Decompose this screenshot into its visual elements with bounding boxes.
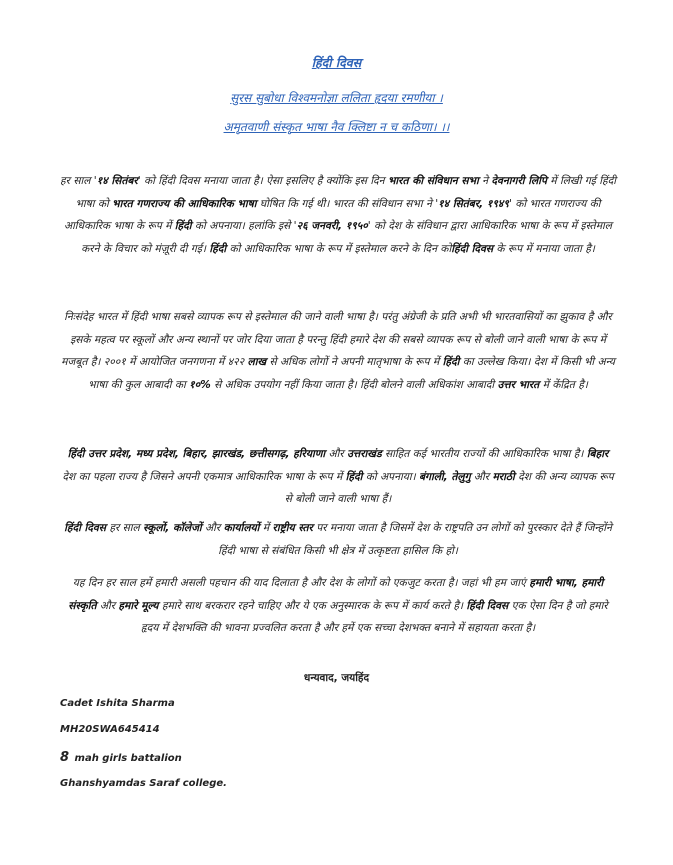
text-run: और — [325, 448, 348, 460]
battalion-text: mah girls battalion — [71, 753, 182, 764]
bold-text: हिंदी — [209, 242, 227, 255]
bold-text: राष्ट्रीय स्तर — [272, 522, 313, 534]
bold-text: २६ जनवरी, १९५० — [296, 220, 368, 233]
text-run: से अधिक उपयोग नहीं किया जाता है। हिंदी बोलने वाली अधिकांश आबादी — [210, 378, 498, 391]
text-run: निःसंदेह भारत में हिंदी भाषा सबसे व्यापक रूप से इस्तेमाल की जाने वाली भाषा है। परंतु अंग्रेजी के प्रति अभी भी भारतवासियों का झुकाव है और इसके महत्व पर स्कूलों और अन्य स्थानों पर जोर दिया जाता है परन्तु हिंदी हमारे देश की सबसे व्यापक रूप से बोली जाने वाली भाषा के रूप में मजबूत है। २००१ में आयोजित जनगणना में ४२२ — [61, 311, 612, 369]
paragraph-celebration — [60, 517, 616, 562]
text-run: यह दिन हर साल हमें हमारी असली पहचान की याद दिलाता है और देश के लोगों को एकजुट करता है। जहां भी हम जाएं — [72, 577, 530, 589]
bold-text: हिंदी दिवस — [64, 522, 106, 534]
bold-text: हिंदी — [174, 220, 192, 233]
text-run: से अधिक लोगों ने अपनी मातृभाषा के रूप में — [266, 356, 443, 369]
bold-text: हिंदी दिवस — [451, 242, 494, 255]
signature-regimental-number: MH20SWA645414 — [60, 724, 160, 735]
bold-text: हिंदी — [345, 470, 363, 483]
bold-text: हिंदी दिवस — [466, 599, 509, 612]
text-run: और — [470, 470, 493, 483]
text-run: पर मनाया जाता है जिसमें देश के राष्ट्रपति उन लोगों को पुरस्कार देते हैं जिन्होंने हिंदी भाषा से संबंधित किसी भी क्षेत्र में उत्कृष्टता हासिल कि हो। — [218, 522, 612, 557]
text-run: में केंद्रित है। — [539, 378, 588, 391]
bold-text: हमारे मूल्य — [118, 599, 159, 612]
bold-text: हमारी भाषा, हमारी संस्कृति — [68, 577, 604, 612]
bold-text: उत्तर भारत — [497, 378, 540, 391]
text-run: देश का पहला राज्य है जिसने अपनी एकमात्र आधिकारिक भाषा के रूप में — [62, 470, 346, 483]
bold-text: १४ सितंबर — [96, 175, 138, 187]
bold-text: हिंदी — [442, 356, 460, 369]
bold-text: लाख — [247, 356, 267, 369]
signature-college: Ghanshyamdas Saraf college. — [60, 778, 227, 789]
text-run: में — [259, 522, 273, 534]
bold-text: देवनागरी लिपि — [491, 175, 547, 187]
text-run: के रूप में मनाया जाता है। — [493, 242, 595, 255]
bold-text: भारत गणराज्य की आधिकारिक भाषा — [112, 197, 257, 210]
document-title: हिंदी दिवस — [311, 55, 362, 70]
text-run: को अपनाया। हलांकि इसे ' — [191, 220, 297, 233]
text-run: को आधिकारिक भाषा के रूप में इस्तेमाल करने के दिन को — [226, 242, 452, 255]
battalion-number: 8 — [60, 750, 70, 765]
bold-text: बंगाली, तेलुगु — [418, 470, 471, 483]
text-run: और — [96, 599, 119, 612]
bold-text: भारत की संविधान सभा — [387, 175, 479, 187]
text-run: साहित कई भारतीय राज्यों की आधिकारिक भाषा है। — [381, 448, 587, 460]
paragraph-identity — [60, 572, 616, 640]
text-run: और — [201, 522, 224, 534]
text-run: ' को देश के संविधान द्वारा आधिकारिक भाषा के रूप में इस्तेमाल करने के विचार को मंज़ूरी दी गई। — [81, 220, 612, 255]
bold-text: कार्यालयों — [223, 522, 260, 534]
text-run: एक ऐसा दिन है जो हमारे हृदय में देशभक्ति की भावना प्रज्वलित करता है और हमें एक सच्चा देशभक्त बनाने में सहायता करता है। — [140, 599, 608, 635]
bold-text: १०% — [189, 378, 211, 391]
bold-text: हिंदी उत्तर प्रदेश, मध्य प्रदेश, बिहार, झारखंड, छत्तीसगढ़, हरियाणा — [67, 448, 326, 460]
text-run: ने — [478, 175, 492, 187]
bold-text: बिहार — [586, 448, 609, 460]
text-run: घोषित कि गई थी। भारत की संविधान सभा ने ' — [256, 197, 439, 210]
sanskrit-verse-line-2: अमृतवाणी संस्कृत भाषा नैव क्लिष्टा न च कठिणा। ।। — [223, 120, 450, 134]
text-run: को अपनाया। — [362, 470, 419, 483]
text-run: हर साल — [105, 522, 144, 534]
bold-text: उत्तराखंड — [347, 448, 382, 460]
signature-battalion — [60, 750, 182, 765]
text-run: ' को हिंदी दिवस मनाया जाता है। ऐसा इसलिए है क्योंकि इस दिन — [137, 175, 388, 187]
text-run: हमारे साथ बरकरार रहने चाहिए और ये एक अनुस्मारक के रूप में कार्य करते है। — [158, 599, 467, 612]
text-run: हर साल ' — [60, 175, 97, 187]
closing-line: धन्यवाद, जयहिंद — [303, 672, 370, 684]
paragraph-hindi-usage — [60, 306, 616, 396]
signature-name: Cadet Ishita Sharma — [60, 698, 175, 709]
text-run: देश की अन्य व्यापक रूप से बोली जाने वाली भाषा हैं। — [284, 470, 614, 506]
bold-text: १४ सितंबर, १९४९ — [438, 197, 509, 210]
bold-text: स्कूलों, कॉलेजों — [143, 522, 202, 534]
paragraph-hindi-diwas-origin — [60, 170, 616, 260]
paragraph-official-states — [60, 443, 616, 511]
sanskrit-verse-line-1: सुरस सुबोधा विश्वमनोज्ञा ललिता हृदया रमणीया । — [230, 91, 443, 105]
text-run: ' को भारत गणराज्य की आधिकारिक भाषा के रूप में — [63, 197, 601, 233]
text-run: का उल्लेख किया। देश में किसी भी अन्य भाषा की कुल आबादी का — [88, 356, 615, 391]
bold-text: मराठी — [492, 470, 515, 483]
text-run: में लिखी गई हिंदी भाषा को — [75, 175, 616, 210]
